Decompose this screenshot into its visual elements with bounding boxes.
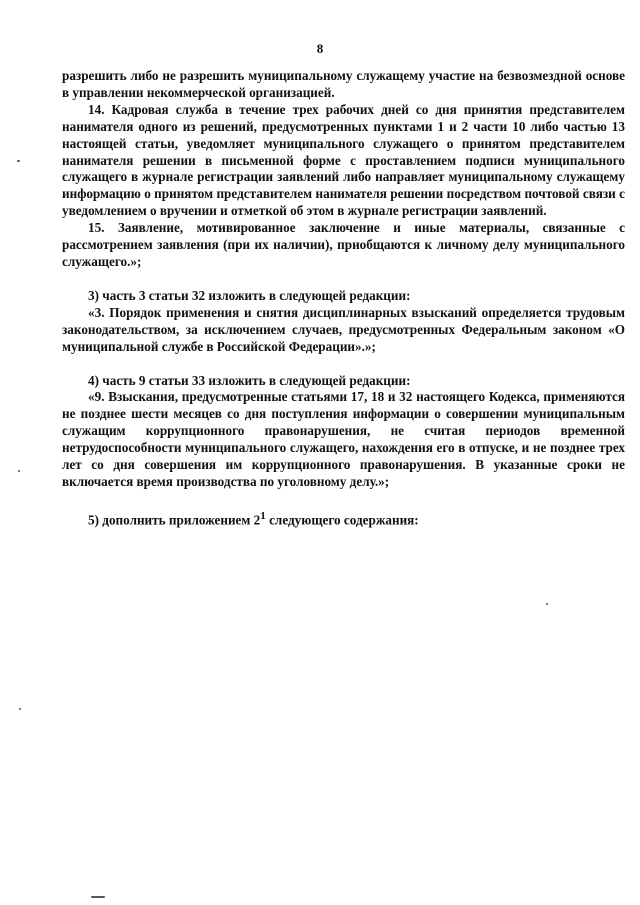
- paragraph-continuation: разрешить либо не разрешить муниципальному служащему участие на безвозмездной основе в управлении некоммерческой организацией.: [62, 68, 625, 100]
- amendment-item-3: 3) часть 3 статьи 32 изложить в следующей редакции:: [88, 287, 411, 303]
- scan-speck: [91, 896, 105, 898]
- amendment-item-4: 4) часть 9 статьи 33 изложить в следующей редакции:: [88, 372, 411, 388]
- document-body: [62, 68, 625, 529]
- amendment-text-3: «3. Порядок применения и снятия дисциплинарных взысканий определяется трудовым законодательством, за исключением случаев, предусмотренных Федеральным законом «О муниципальной службе в Российской Федерации».»;: [62, 304, 625, 354]
- amendment-item-5-text: 5) дополнить приложением 2: [88, 512, 261, 528]
- amendment-text-4: «9. Взыскания, предусмотренные статьями 17, 18 и 32 настоящего Кодекса, применяются не позднее шести месяцев со дня поступления информации о совершении муниципальным служащим коррупционного правонарушения, не считая периодов временной нетрудоспособности муниципального служащего, нахождения его в отпуске, и не позднее трех лет со дня совершения им коррупционного правонарушения. В указанные сроки не включается время производства по уголовному делу.»;: [62, 389, 625, 489]
- page-number: 8: [316, 41, 324, 56]
- scan-speck: [17, 160, 20, 162]
- amendment-item-5-tail: следующего содержания:: [265, 512, 419, 528]
- amendment-item-5-superscript: 1: [260, 509, 266, 522]
- amendment-item-5: [62, 508, 625, 529]
- paragraph-item-15: 15. Заявление, мотивированное заключение и иные материалы, связанные с рассмотрением заявления (при их наличии), приобщаются к личному делу муниципального служащего.»;: [62, 220, 625, 269]
- scan-speck: [19, 708, 21, 710]
- scan-speck: [546, 603, 548, 605]
- paragraph-item-14: 14. Кадровая служба в течение трех рабочих дней со дня принятия представителем нанимателя одного из решений, предусмотренных пунктами 1 и 2 части 10 либо частью 13 настоящей статьи, уведомляет муниципального служащего о принятом представителем нанимателя решении в письменной форме с проставлением подписи муниципального служащего в журнале регистрации заявлений либо направляет муниципальному служащему информацию о принятом представителем нанимателя решении посредством почтовой связи с уведомлением о вручении и отметкой об этом в журнале регистрации заявлений.: [62, 101, 625, 219]
- scan-speck: [18, 470, 20, 472]
